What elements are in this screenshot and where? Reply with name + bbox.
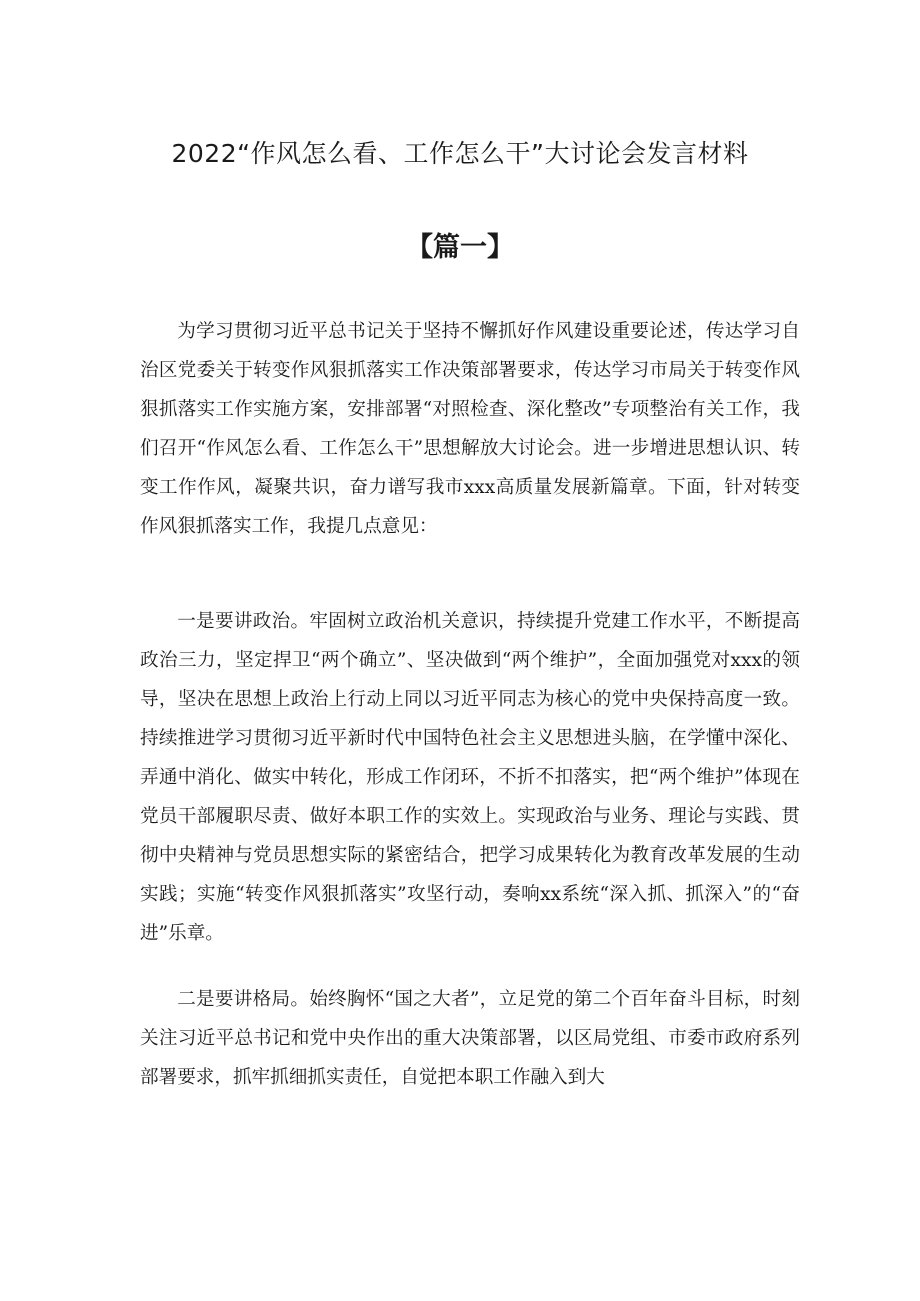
section-heading: 【篇一】: [406, 232, 514, 263]
paragraph-politics: 一是要讲政治。牢固树立政治机关意识，持续提升党建工作水平，不断提高政治三力，坚定捍卫“两个确立”、坚决做到“两个维护”，全面加强党对xxx的领导，坚决在思想上政治上行动上同以习近平同志为核心的党中央保持高度一致。持续推进学习贯彻习近平新时代中国特色社会主义思想进头脑，在学懂中深化、弄通中消化、做实中转化，形成工作闭环，不折不扣落实，把“两个维护”体现在党员干部履职尽责、做好本职工作的实效上。实现政治与业务、理论与实践、贯彻中央精神与党员思想实际的紧密结合，把学习成果转化为教育改革发展的生动实践；实施“转变作风狠抓落实”攻坚行动，奏响xx系统“深入抓、抓深入”的“奋进”乐章。: [140, 611, 800, 944]
document-title: 2022“作风怎么看、工作怎么干”大讨论会发言材料: [171, 139, 749, 168]
paragraph-intro: 为学习贯彻习近平总书记关于坚持不懈抓好作风建设重要论述，传达学习自治区党委关于转变作风狠抓落实工作决策部署要求，传达学习市局关于转变作风狠抓落实工作实施方案，安排部署“对照检查、深化整改”专项整治有关工作，我们召开“作风怎么看、工作怎么干”思想解放大讨论会。进一步增进思想认识、转变工作作风，凝聚共识，奋力谱写我市xxx高质量发展新篇章。下面，针对转变作风狠抓落实工作，我提几点意见：: [140, 321, 800, 537]
paragraph-vision: 二是要讲格局。始终胸怀“国之大者”，立足党的第二个百年奋斗目标，时刻关注习近平总书记和党中央作出的重大决策部署，以区局党组、市委市政府系列部署要求，抓牢抓细抓实责任，自觉把本职工作融入到大: [140, 989, 800, 1088]
